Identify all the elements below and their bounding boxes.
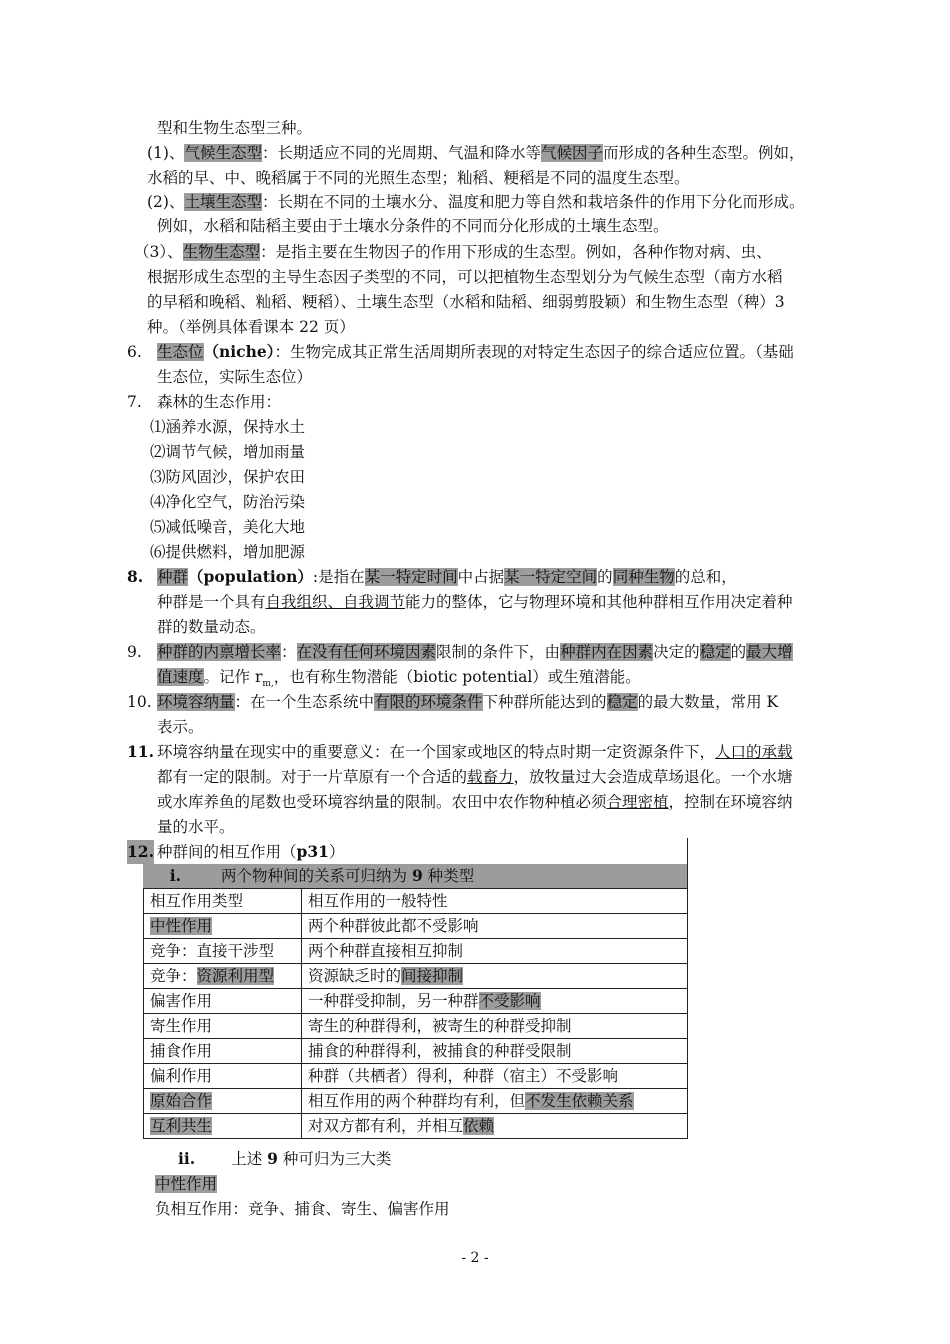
cap-a: ：在一个生态系统中	[234, 693, 375, 711]
significance-line-3	[157, 790, 793, 814]
rate2-sub: m,	[262, 679, 274, 690]
niche-english: （niche）	[203, 342, 275, 361]
cap-b: 下种群所能达到的	[482, 693, 607, 711]
rate-h2: 种群内在因素	[560, 643, 654, 661]
soil-ecotype-line-2: 例如，水稻和陆稻主要由于土壤水分条件的不同而分化形成的土壤生态型。	[157, 217, 669, 235]
ecotype-para-3: 种。（举例具体看课本 22 页）	[147, 318, 355, 336]
neutral-category	[155, 1172, 217, 1196]
table-row	[144, 914, 688, 939]
bio-ecotype-line	[134, 240, 772, 264]
climate-factor-term: 气候因子	[541, 144, 604, 162]
table-side-rule	[687, 838, 688, 888]
cell-hl: 依赖	[463, 1117, 495, 1135]
sig2-b: ，放牧量过大会造成草场退化。一个水塘	[513, 768, 793, 786]
climate-mid: ：长期适应不同的光周期、气温和降水等	[261, 144, 541, 162]
table-cell	[302, 1114, 688, 1139]
table-cell: 偏害作用	[144, 989, 302, 1014]
table-cell: 偏利作用	[144, 1064, 302, 1089]
sig2-u: 载畜力	[467, 768, 514, 786]
population-english: （population）	[188, 567, 313, 586]
intrinsic-rate-line-2	[157, 665, 641, 689]
population-space: 某一特定空间	[504, 568, 598, 586]
bio-prefix: （3）、	[134, 243, 183, 261]
table-cell: 寄生作用	[144, 1014, 302, 1039]
forest-title: 森林的生态作用：	[157, 393, 282, 411]
cell-hl: 间接抑制	[401, 967, 464, 985]
sig3-b: ，控制在环境容纳	[668, 793, 793, 811]
rate-a: ：	[281, 643, 297, 661]
sig3-u: 合理密植	[606, 793, 669, 811]
sub-ii-b: 种可归为三大类	[277, 1150, 392, 1168]
niche-line	[157, 340, 794, 364]
significance-line-4: 量的水平。	[157, 818, 235, 836]
forest-item: ⑹提供燃料，增加肥源	[150, 543, 306, 561]
sig3-a: 或水库养鱼的尾数也受环境容纳量的限制。农田中农作物种植必须	[157, 793, 607, 811]
forest-item: ⑷净化空气，防治污染	[150, 493, 306, 511]
population-line-3: 群的数量动态。	[157, 618, 266, 636]
item-number-6: 6.	[127, 343, 142, 361]
carrying-capacity-line	[157, 690, 778, 714]
soil-rest: ：长期在不同的土壤水分、温度和肥力等自然和栽培条件的作用下分化而形成。	[261, 193, 805, 211]
sub-heading-ii	[178, 1147, 391, 1171]
population-d: 的总和，	[674, 568, 737, 586]
cell-text: 竞争：	[150, 967, 197, 985]
table-row	[144, 1039, 688, 1064]
rate-c: 决定的	[653, 643, 700, 661]
bio-ecotype-term: 生物生态型	[182, 243, 261, 261]
population-same-species: 同种生物	[612, 568, 675, 586]
table-cell	[302, 989, 688, 1014]
population2-b: 能力的整体，它与物理环境和其他种群相互作用决定着种	[405, 593, 793, 611]
sub-heading-i	[143, 864, 687, 888]
table-cell	[144, 964, 302, 989]
cell-hl: 资源利用型	[196, 967, 275, 985]
table-header-row	[144, 889, 688, 914]
cell-text: 对双方都有利，并相互	[308, 1117, 464, 1135]
table-cell	[144, 1114, 302, 1139]
cell-hl: 不受影响	[478, 992, 541, 1010]
table-cell	[302, 1089, 688, 1114]
table-row	[144, 964, 688, 989]
soil-prefix: (2)、	[147, 193, 185, 211]
table-cell: 两个种群直接相互抑制	[302, 939, 688, 964]
climate-ecotype-line-2: 水稻的早、中、晚稻属于不同的光照生态型；籼稻、粳稻是不同的温度生态型。	[147, 169, 690, 187]
sub-i-a: 两个物种间的关系可归纳为	[221, 867, 412, 885]
cell-hl: 原始合作	[150, 1092, 213, 1110]
cap-h1: 有限的环境条件	[374, 693, 483, 711]
niche-rest: ：生物完成其正常生活周期所表现的对特定生态因子的综合适应位置。（基础	[274, 343, 794, 361]
interaction-table	[143, 888, 688, 1139]
cell-hl: 互利共生	[150, 1117, 213, 1135]
table-header-cell: 相互作用的一般特性	[302, 889, 688, 914]
population2-a: 种群是一个具有	[157, 593, 266, 611]
population-term: 种群	[157, 568, 189, 586]
climate-prefix: (1)、	[147, 144, 185, 162]
table-row	[144, 1014, 688, 1039]
interaction-title	[157, 840, 344, 864]
niche-line-2: 生态位，实际生态位）	[157, 368, 313, 386]
table-row	[144, 1089, 688, 1114]
population-time: 某一特定时间	[364, 568, 458, 586]
soil-ecotype-term: 土壤生态型	[184, 193, 262, 211]
cell-text: 一种群受抑制，另一种群	[308, 992, 479, 1010]
population-b: 中占据	[457, 568, 505, 586]
sub-i-b: 种类型	[422, 867, 475, 885]
item-number-10: 10.	[127, 693, 152, 711]
climate-ecotype-line	[147, 141, 805, 165]
carrying-capacity-line-2: 表示。	[157, 718, 204, 736]
bio-rest: ：是指主要在生物因子的作用下形成的生态型。例如，各种作物对病、虫、	[260, 243, 772, 261]
negative-category: 负相互作用：竞争、捕食、寄生、偏害作用	[155, 1200, 450, 1218]
table-cell: 捕食的种群得利，被捕食的种群受限制	[302, 1039, 688, 1064]
rate2-b: ，也有称生物潜能（biotic potential）或生殖潜能。	[273, 668, 641, 686]
forest-item: ⑸减低噪音，美化大地	[150, 518, 306, 536]
significance-line	[157, 740, 793, 764]
table-cell: 寄生的种群得利，被寄生的种群受抑制	[302, 1014, 688, 1039]
rate2-a: 。记作 r	[203, 668, 263, 686]
table-cell: 种群（共栖者）得利，种群（宿主）不受影响	[302, 1064, 688, 1089]
cell-hl: 不发生依赖关系	[525, 1092, 634, 1110]
cap-c: 的最大数量，常用 K	[637, 693, 779, 711]
niche-term: 生态位	[157, 343, 204, 361]
sub-ii-a: 上述	[231, 1150, 268, 1168]
item-number-8: 8.	[127, 567, 144, 586]
inter-title-b: p31	[296, 842, 329, 861]
rate-d: 的	[730, 643, 747, 661]
table-row	[144, 1114, 688, 1139]
intrinsic-rate-term: 种群的内禀增长率	[157, 643, 282, 661]
rate2-h: 值速度	[157, 668, 204, 686]
sub-ii-marker: ii.	[178, 1149, 196, 1168]
table-cell: 捕食作用	[144, 1039, 302, 1064]
line-ecotype-summary: 型和生物生态型三种。	[157, 119, 313, 137]
soil-ecotype-line	[147, 190, 805, 214]
sig2-a: 都有一定的限制。对于一片草原有一个合适的	[157, 768, 468, 786]
table-header-cell: 相互作用类型	[144, 889, 302, 914]
table-cell	[302, 964, 688, 989]
table-cell: 竞争：直接干涉型	[144, 939, 302, 964]
carrying-capacity-term: 环境容纳量	[157, 693, 235, 711]
sig-a: 环境容纳量在现实中的重要意义：在一个国家或地区的特点时期一定资源条件下，	[157, 743, 716, 761]
population-line-2	[157, 590, 793, 614]
rate-h1: 在没有任何环境因素	[296, 643, 437, 661]
table-row	[144, 989, 688, 1014]
table-cell: 两个种群彼此都不受影响	[302, 914, 688, 939]
table-cell	[144, 1089, 302, 1114]
climate-rest: 而形成的各种生态型。例如，	[603, 144, 805, 162]
page-number: - 2 -	[461, 1250, 489, 1266]
cap-h2: 稳定	[606, 693, 638, 711]
intrinsic-rate-line	[157, 640, 793, 664]
ecotype-para-1: 根据形成生态型的主导生态因子类型的不同，可以把植物生态型划分为气候生态型（南方水稻	[147, 268, 783, 286]
inter-title-c: ）	[328, 843, 345, 861]
sig-u1: 人口的承载	[715, 743, 793, 761]
item-number-9: 9.	[127, 643, 142, 661]
population-c: 的	[597, 568, 613, 586]
rate-h4: 最大增	[746, 643, 793, 661]
sub-i-marker: i.	[169, 866, 181, 885]
table-cell	[144, 914, 302, 939]
rate-h3: 稳定	[699, 643, 731, 661]
cell-text: 相互作用的两个种群均有利，但	[308, 1092, 526, 1110]
table-row	[144, 1064, 688, 1089]
sub-i-nine: 9	[411, 866, 423, 885]
rate-b: 限制的条件下，由	[436, 643, 561, 661]
neutral-term: 中性作用	[155, 1175, 218, 1193]
inter-title-a: 种群间的相互作用（	[157, 843, 297, 861]
climate-ecotype-term: 气候生态型	[184, 144, 262, 162]
cell-hl: 中性作用	[150, 917, 213, 935]
population-a: :是指在	[312, 568, 365, 586]
population2-self-org: 自我组织、自我调节	[265, 593, 406, 611]
item-number-11: 11.	[127, 742, 154, 761]
forest-item: ⑶防风固沙，保护农田	[150, 468, 306, 486]
sub-ii-nine: 9	[267, 1149, 278, 1168]
item-number-12: 12.	[127, 840, 154, 864]
forest-item: ⑵调节气候，增加雨量	[150, 443, 306, 461]
cell-text: 资源缺乏时的	[308, 967, 402, 985]
forest-item: ⑴涵养水源，保持水土	[150, 418, 306, 436]
table-row	[144, 939, 688, 964]
ecotype-para-2: 的早稻和晚稻、籼稻、粳稻）、土壤生态型（水稻和陆稻、细弱剪股颖）和生物生态型（稗）3	[147, 293, 785, 311]
significance-line-2	[157, 765, 793, 789]
item-number-7: 7.	[127, 393, 142, 411]
population-line	[157, 565, 737, 589]
